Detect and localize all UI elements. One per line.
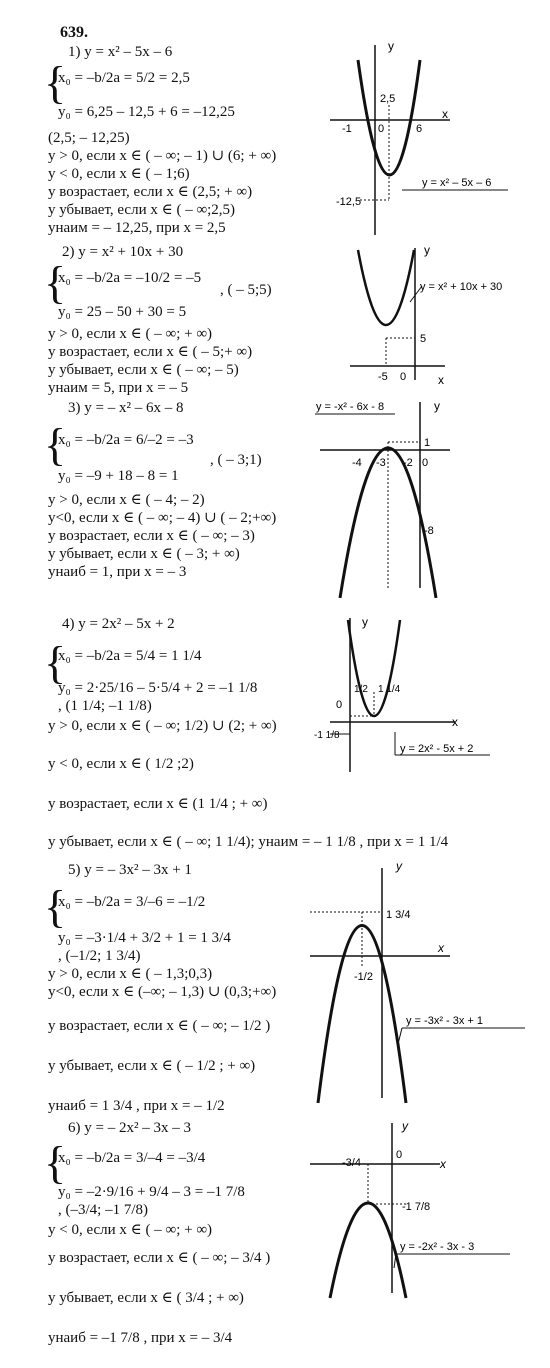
x-axis-label: x	[440, 1157, 446, 1171]
x-axis-label: x	[452, 715, 458, 729]
system-brace: {	[44, 1137, 67, 1188]
y-axis-label: y	[362, 615, 368, 629]
part-5-title: 5) y = – 3x² – 3x + 1	[68, 862, 192, 878]
formula-label: y = x² + 10x + 30	[420, 281, 503, 293]
tick-label: 1/2	[354, 684, 368, 695]
tick-label: -1/2	[354, 971, 373, 983]
formula-label: y = -3x² - 3x + 1	[406, 1015, 484, 1027]
y-axis-label: y	[396, 859, 402, 873]
part-3-line: yнаиб = 1, при x = – 3	[48, 564, 187, 580]
tick-label: 2,5	[380, 93, 396, 105]
part-2-line: y возрастает, если x ∈ ( – 5;+ ∞)	[48, 344, 253, 360]
part-5-y0: y₀ = –3·1/4 + 3/2 + 1 = 1 3/4	[58, 930, 231, 946]
part-6-y0: y₀ = –2·9/16 + 9/4 – 3 = –1 7/8	[58, 1184, 245, 1200]
x-axis-label: x	[442, 107, 448, 121]
part-2-y0: y₀ = 25 – 50 + 30 = 5	[58, 304, 187, 320]
part-4-line: y убывает, если x ∈ ( – ∞; 1 1/4); yнаим = – 1 1/8 , при x = 1 1/4	[48, 834, 449, 850]
part-5-vertex: , (–1/2; 1 3/4)	[58, 948, 141, 964]
part-1-line: y > 0, если x ∈ ( – ∞; – 1) ∪ (6; + ∞)	[48, 148, 277, 164]
part-1-y0: y₀ = 6,25 – 12,5 + 6 = –12,25	[58, 104, 235, 120]
system-brace: {	[44, 257, 67, 308]
part-4-graph	[310, 612, 530, 782]
tick-label: 0	[422, 457, 429, 469]
part-5-line: y<0, если x ∈ (–∞; – 1,3) ∪ (0,3;+∞)	[48, 984, 277, 1000]
system-brace: {	[44, 881, 67, 932]
tick-label: 1 1/4	[378, 684, 401, 695]
part-3-line: y убывает, если x ∈ ( – 3; + ∞)	[48, 546, 240, 562]
part-3-line: y > 0, если x ∈ ( – 4; – 2)	[48, 492, 205, 508]
formula-label: y = 2x² - 5x + 2	[400, 743, 474, 755]
system-brace: {	[44, 57, 67, 108]
part-1-vertex: (2,5; – 12,25)	[48, 130, 130, 146]
part-2-vertex: , ( – 5;5)	[220, 282, 272, 298]
parabola-curve	[358, 250, 414, 325]
parabola-curve	[330, 1203, 406, 1298]
part-1-graph	[330, 40, 530, 240]
part-3-vertex: , ( – 3;1)	[210, 452, 262, 468]
y-axis-label: y	[388, 40, 394, 53]
tick-label: -3	[376, 457, 386, 469]
part-1-x0: x₀ = –b/2a = 5/2 = 2,5	[58, 70, 190, 86]
part-6-line: yнаиб = –1 7/8 , при x = – 3/4	[48, 1330, 233, 1346]
part-3-x0: x₀ = –b/2a = 6/–2 = –3	[58, 432, 194, 448]
part-4-x0: x₀ = –b/2a = 5/4 = 1 1/4	[58, 648, 202, 664]
tick-label: 6	[416, 123, 423, 135]
part-6-line: y < 0, если x ∈ ( – ∞; + ∞)	[48, 1222, 213, 1238]
part-4-line: y > 0, если x ∈ ( – ∞; 1/2) ∪ (2; + ∞)	[48, 718, 277, 734]
tick-label: -4	[352, 457, 362, 469]
part-2-line: y убывает, если x ∈ ( – ∞; – 5)	[48, 362, 239, 378]
part-2-graph	[330, 240, 530, 390]
part-3-title: 3) y = – x² – 6x – 8	[68, 400, 184, 416]
part-6-line: y возрастает, если x ∈ ( – ∞; – 3/4 )	[48, 1250, 271, 1266]
tick-label: -3/4	[342, 1157, 361, 1169]
part-1-line: y возрастает, если x ∈ (2,5; + ∞)	[48, 184, 253, 200]
part-3-y0: y₀ = –9 + 18 – 8 = 1	[58, 468, 179, 484]
part-5-x0: x₀ = –b/2a = 3/–6 = –1/2	[58, 894, 206, 910]
part-2-title: 2) y = x² + 10x + 30	[62, 244, 184, 260]
part-2-line: y > 0, если x ∈ ( – ∞; + ∞)	[48, 326, 213, 342]
tick-label: 1	[424, 437, 431, 449]
tick-label: -8	[424, 525, 434, 537]
part-3-line: y<0, если x ∈ ( – ∞; – 4) ∪ ( – 2;+∞)	[48, 510, 277, 526]
tick-label: 0	[396, 1149, 403, 1161]
problem-number: 639.	[60, 24, 88, 41]
tick-label: 0	[378, 123, 385, 135]
part-5-line: y возрастает, если x ∈ ( – ∞; – 1/2 )	[48, 1018, 271, 1034]
part-5-line: y > 0, если x ∈ ( – 1,3;0,3)	[48, 966, 213, 982]
part-6-graph	[310, 1118, 535, 1318]
part-5-line: yнаиб = 1 3/4 , при x = – 1/2	[48, 1098, 225, 1114]
part-3-graph	[310, 398, 530, 598]
tick-label: -5	[378, 371, 388, 383]
part-1-title: 1) y = x² – 5x – 6	[68, 44, 173, 60]
part-3-line: y возрастает, если x ∈ ( – ∞; – 3)	[48, 528, 255, 544]
formula-label: y = x² – 5x – 6	[422, 177, 492, 189]
y-axis-label: y	[424, 243, 430, 257]
part-6-title: 6) y = – 2x² – 3x – 3	[68, 1120, 191, 1136]
x-axis-label: x	[438, 373, 444, 387]
tick-label: -12,5	[336, 196, 362, 208]
tick-label: 0	[336, 699, 343, 711]
x-axis-label: x	[438, 941, 444, 955]
tick-label: -1 1/8	[314, 730, 340, 741]
part-4-title: 4) y = 2x² – 5x + 2	[62, 616, 175, 632]
part-4-line: y возрастает, если x ∈ (1 1/4 ; + ∞)	[48, 796, 268, 812]
part-4-y0: y₀ = 2·25/16 – 5·5/4 + 2 = –1 1/8	[58, 680, 258, 696]
tick-label: 1 3/4	[386, 909, 411, 921]
tick-label: -1	[342, 123, 352, 135]
y-axis-label: y	[402, 1119, 408, 1133]
system-brace: {	[44, 419, 67, 470]
tick-label: -2	[403, 457, 413, 469]
formula-pointer	[398, 1028, 402, 1044]
tick-label: 5	[420, 333, 427, 345]
part-6-vertex: , (–3/4; –1 7/8)	[58, 1202, 148, 1218]
part-6-line: y убывает, если x ∈ ( 3/4 ; + ∞)	[48, 1290, 244, 1306]
system-brace: {	[44, 637, 67, 688]
part-1-line: y < 0, если x ∈ ( – 1;6)	[48, 166, 190, 182]
part-5-line: y убывает, если x ∈ ( – 1/2 ; + ∞)	[48, 1058, 256, 1074]
y-axis-label: y	[434, 399, 440, 413]
part-1-line: y убывает, если x ∈ ( – ∞;2,5)	[48, 202, 236, 218]
tick-label: -1 7/8	[402, 1201, 431, 1213]
part-5-graph	[310, 858, 535, 1108]
part-1-line: yнаим = – 12,25, при x = 2,5	[48, 220, 226, 236]
tick-label: 0	[400, 371, 407, 383]
formula-label: y = -x² - 6x - 8	[316, 401, 385, 413]
part-4-line: y < 0, если x ∈ ( 1/2 ;2)	[48, 756, 194, 772]
part-4-vertex: , (1 1/4; –1 1/8)	[58, 698, 152, 714]
formula-label: y = -2x² - 3x - 3	[400, 1241, 475, 1253]
part-2-x0: x₀ = –b/2a = –10/2 = –5	[58, 270, 202, 286]
part-2-line: yнаим = 5, при x = – 5	[48, 380, 189, 396]
part-6-x0: x₀ = –b/2a = 3/–4 = –3/4	[58, 1150, 206, 1166]
